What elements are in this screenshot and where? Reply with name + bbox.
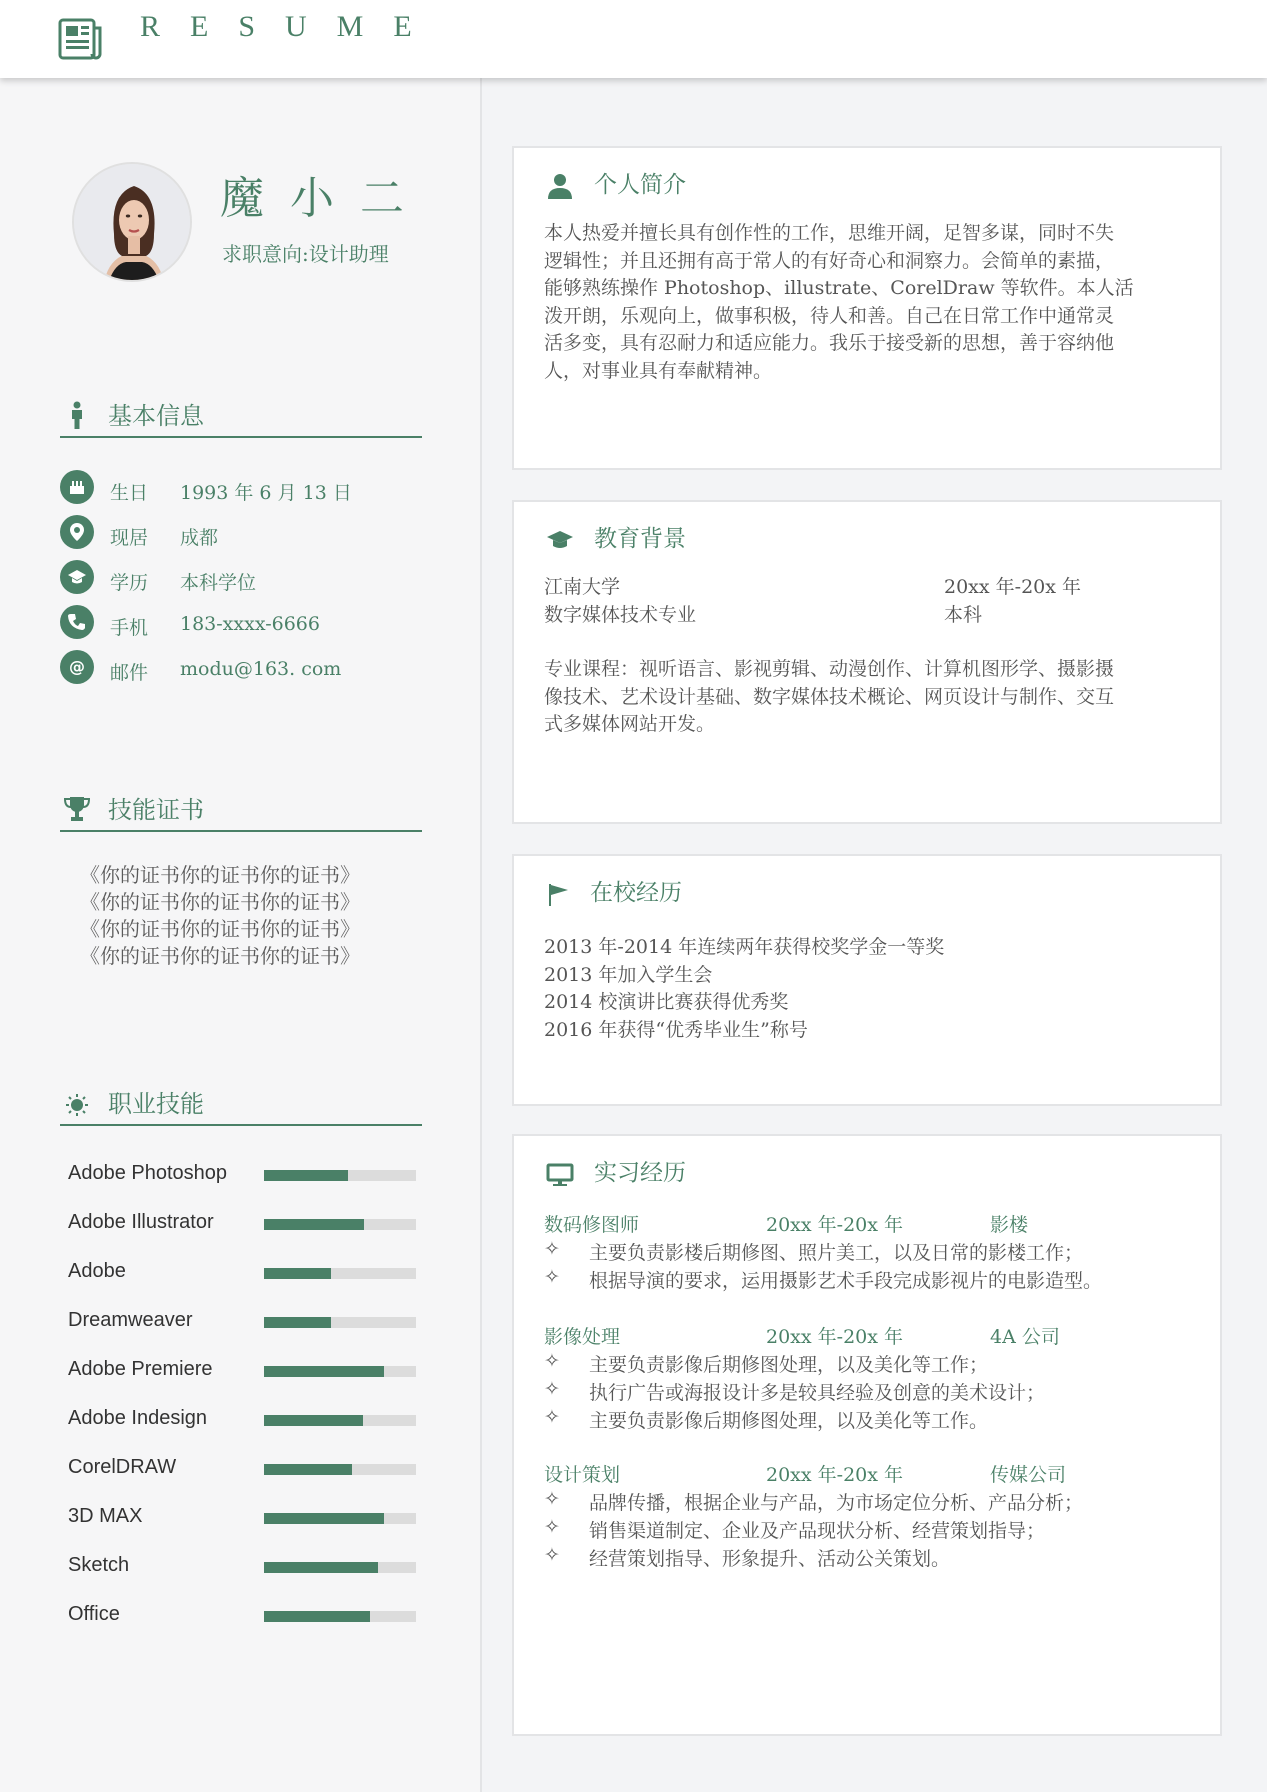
- job-duty: ✧ 主要负责影像后期修图处理，以及美化等工作。: [544, 1406, 989, 1432]
- campus-card: [512, 854, 1222, 1106]
- internship-title: 实习经历: [594, 1160, 686, 1186]
- basic-info-underline: [60, 436, 422, 438]
- avatar: [72, 162, 192, 282]
- phone-icon: [67, 612, 87, 632]
- skills-header: [60, 1080, 422, 1126]
- skill-bar-fill: [264, 1464, 352, 1475]
- skill-bar-fill: [264, 1268, 331, 1279]
- sun-icon: [62, 1088, 92, 1118]
- basic-info-header: [60, 392, 422, 438]
- job-role: 设计策划: [544, 1464, 621, 1486]
- skill-row: [68, 1258, 418, 1288]
- skill-name: Adobe: [68, 1260, 126, 1282]
- at-sign-icon: [67, 657, 87, 677]
- graduation-cap-icon: [67, 567, 87, 587]
- sparkle-bullet-icon: ✧: [544, 1238, 560, 1260]
- job-header: [544, 1460, 1204, 1488]
- skill-bar-fill: [264, 1219, 364, 1230]
- skills-underline: [60, 1124, 422, 1126]
- certificate-item: 《你的证书你的证书你的证书》: [80, 917, 360, 941]
- certificate-item: 《你的证书你的证书你的证书》: [80, 863, 360, 887]
- svg-text:@: @: [69, 657, 85, 676]
- skill-name: Adobe Indesign: [68, 1407, 208, 1429]
- summary-card: [512, 146, 1222, 470]
- skill-name: Sketch: [68, 1554, 130, 1576]
- job-company: 影楼: [990, 1214, 1029, 1236]
- campus-item: 2013 年加入学生会: [544, 963, 713, 986]
- skill-row: [68, 1160, 418, 1190]
- sparkle-bullet-icon: ✧: [544, 1516, 560, 1538]
- newspaper-icon: [58, 16, 104, 62]
- skill-bar: [264, 1464, 416, 1475]
- skill-bar: [264, 1562, 416, 1573]
- education-period: 20xx 年-20x 年: [944, 576, 1081, 598]
- skills-title: 职业技能: [108, 1090, 204, 1118]
- graduation-cap-icon: [546, 526, 574, 554]
- job-period: 20xx 年-20x 年: [766, 1214, 903, 1236]
- campus-title: 在校经历: [590, 880, 682, 906]
- cake-icon: [67, 477, 87, 497]
- skill-bar-fill: [264, 1611, 370, 1622]
- campus-item: 2013 年-2014 年连续两年获得校奖学金一等奖: [544, 936, 945, 958]
- job-intent: 求职意向:设计助理: [222, 242, 389, 266]
- info-row-email: @ 邮件 modu@163. com: [60, 650, 460, 686]
- skill-row: [68, 1503, 418, 1533]
- certificate-item: 《你的证书你的证书你的证书》: [80, 944, 360, 968]
- job-duty: ✧ 执行广告或海报设计多是较具经验及创意的美术设计；: [544, 1378, 1046, 1404]
- basic-info-title: 基本信息: [108, 402, 204, 430]
- skill-bar-fill: [264, 1415, 363, 1426]
- education-school-block: [544, 574, 696, 629]
- job-company: 4A 公司: [990, 1326, 1060, 1348]
- flag-icon: [546, 880, 574, 908]
- skill-row: [68, 1454, 418, 1484]
- skill-name: 3D MAX: [68, 1505, 143, 1527]
- skill-name: Office: [68, 1603, 120, 1625]
- certificates-header: [60, 786, 422, 832]
- person-standing-icon: [62, 400, 92, 430]
- skill-row: [68, 1209, 418, 1239]
- education-title: 教育背景: [594, 526, 686, 552]
- info-row-education: 学历 本科学位: [60, 560, 460, 596]
- job-duty: ✧ 根据导演的要求，运用摄影艺术手段完成影视片的电影造型。: [544, 1266, 1103, 1292]
- school-name: 江南大学: [544, 576, 621, 598]
- course-text: 专业课程：视听语言、影视剪辑、动漫创作、计算机图形学、摄影摄 像技术、艺术设计基础、数字媒体技术概论、网页设计与制作、交互 式多媒体网站开发。: [544, 658, 1115, 735]
- sparkle-bullet-icon: ✧: [544, 1378, 560, 1400]
- skill-bar-fill: [264, 1366, 384, 1377]
- skill-row: [68, 1552, 418, 1582]
- info-row-birthday: 生日 1993 年 6 月 13 日: [60, 470, 460, 506]
- portrait-icon: [74, 164, 192, 282]
- monitor-icon: [546, 1160, 574, 1188]
- skill-bar: [264, 1366, 416, 1377]
- skill-name: Adobe Premiere: [68, 1358, 213, 1380]
- job-header: [544, 1210, 1204, 1238]
- skill-bar: [264, 1317, 416, 1328]
- skill-bar: [264, 1268, 416, 1279]
- skill-name: CorelDRAW: [68, 1456, 177, 1478]
- skill-row: [68, 1307, 418, 1337]
- job-duty: ✧ 品牌传播，根据企业与产品，为市场定位分析、产品分析；: [544, 1488, 1084, 1514]
- job-duty: ✧ 销售渠道制定、企业及产品现状分析、经营策划指导；: [544, 1516, 1046, 1542]
- job-duty: ✧ 经营策划指导、形象提升、活动公关策划。: [544, 1544, 951, 1570]
- location-pin-icon: [67, 522, 87, 542]
- summary-text: 本人热爱并擅长具有创作性的工作，思维开阔，足智多谋，同时不失 逻辑性；并且还拥有高于常人的有好奇心和洞察力。会简单的素描， 能够熟练操作 Photoshop、illustrate、CorelDraw 等软件。本人活 泼开朗，乐观向上，做事积极，待人和善。自己在日常工作中通常灵 活多变，具有忍耐力和适应能力。我乐于接受新的思想，善于容纳他 人，对事业具有奉献精神。: [544, 222, 1134, 382]
- sparkle-bullet-icon: ✧: [544, 1488, 560, 1510]
- job-company: 传媒公司: [990, 1464, 1067, 1486]
- skill-name: Adobe Photoshop: [68, 1162, 228, 1184]
- info-row-residence: 现居 成都: [60, 515, 460, 551]
- resume-title: RESUME: [140, 10, 442, 43]
- sparkle-bullet-icon: ✧: [544, 1350, 560, 1372]
- major-name: 数字媒体技术专业: [544, 603, 697, 626]
- skill-bar-fill: [264, 1513, 384, 1524]
- skill-bar: [264, 1415, 416, 1426]
- candidate-name: 魔小二: [220, 173, 430, 224]
- certificates-title: 技能证书: [108, 796, 204, 824]
- skill-bar-fill: [264, 1170, 348, 1181]
- sparkle-bullet-icon: ✧: [544, 1544, 560, 1566]
- trophy-icon: [62, 794, 92, 824]
- job-duty: ✧ 主要负责影像后期修图处理，以及美化等工作；: [544, 1350, 989, 1376]
- education-card: [512, 500, 1222, 824]
- skill-name: Dreamweaver: [68, 1309, 193, 1331]
- skill-bar: [264, 1219, 416, 1230]
- sparkle-bullet-icon: ✧: [544, 1406, 560, 1428]
- certificate-item: 《你的证书你的证书你的证书》: [80, 890, 360, 914]
- education-degree: 本科: [944, 603, 983, 626]
- skill-bar: [264, 1513, 416, 1524]
- info-row-phone: 手机 183-xxxx-6666: [60, 605, 460, 641]
- certificates-underline: [60, 830, 422, 832]
- job-role: 数码修图师: [544, 1214, 640, 1236]
- job-role: 影像处理: [544, 1326, 621, 1348]
- job-header: [544, 1322, 1204, 1350]
- skill-bar-fill: [264, 1317, 331, 1328]
- job-period: 20xx 年-20x 年: [766, 1464, 903, 1486]
- job-period: 20xx 年-20x 年: [766, 1326, 903, 1348]
- top-bar: [0, 0, 1267, 78]
- skill-bar: [264, 1611, 416, 1622]
- sparkle-bullet-icon: ✧: [544, 1266, 560, 1288]
- summary-title: 个人简介: [594, 172, 686, 198]
- campus-item: 2016 年获得“优秀毕业生”称号: [544, 1018, 808, 1041]
- certificate-list: [80, 862, 360, 970]
- skill-row: [68, 1405, 418, 1435]
- skill-bar: [264, 1170, 416, 1181]
- skill-name: Adobe Illustrator: [68, 1211, 214, 1233]
- skill-row: [68, 1601, 418, 1631]
- campus-list: [544, 934, 1194, 1044]
- job-duty: ✧ 主要负责影楼后期修图、照片美工，以及日常的影楼工作；: [544, 1238, 1084, 1264]
- skill-bar-fill: [264, 1562, 378, 1573]
- internship-card: [512, 1134, 1222, 1736]
- education-period-block: [944, 574, 1081, 629]
- campus-item: 2014 校演讲比赛获得优秀奖: [544, 991, 789, 1013]
- skill-row: [68, 1356, 418, 1386]
- user-icon: [546, 172, 574, 200]
